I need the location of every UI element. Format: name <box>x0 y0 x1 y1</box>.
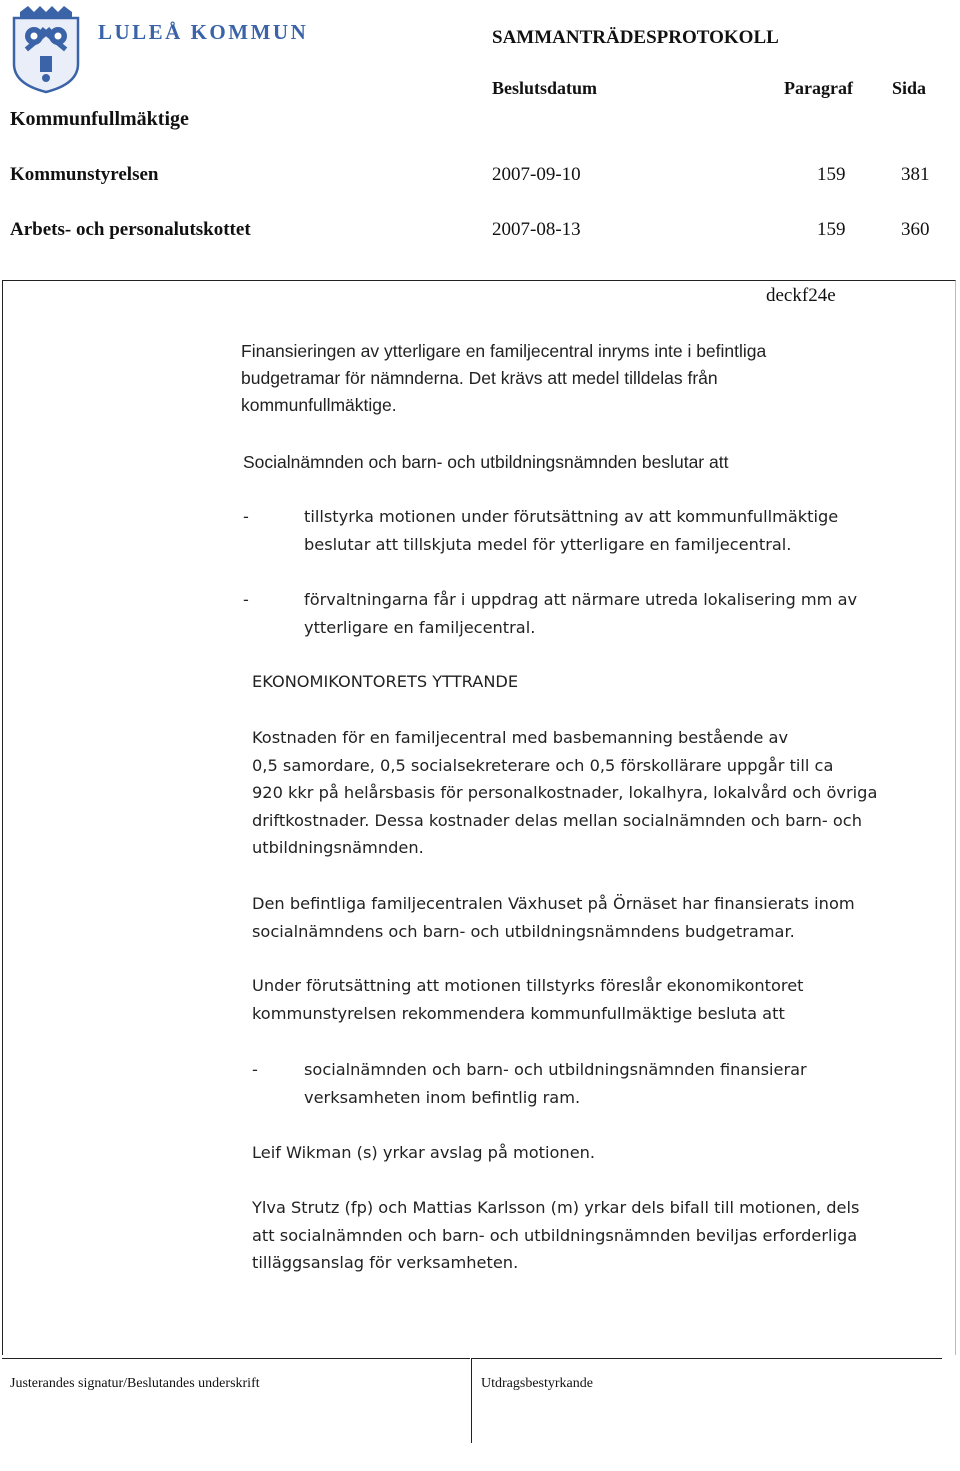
text-line: verksamheten inom befintlig ram. <box>304 1087 581 1107</box>
text-line: kommunfullmäktige. <box>241 395 397 415</box>
column-header-paragraph: Paragraf <box>784 78 853 98</box>
row-org: Arbets- och personalutskottet <box>10 219 251 240</box>
column-header-page: Sida <box>892 78 927 98</box>
bullet-item <box>304 1056 807 1111</box>
text-line: förvaltningarna får i uppdrag att närmare utreda lokalisering mm av <box>304 590 858 609</box>
text-line: att socialnämnden och barn- och utbildningsnämnden beviljas erforderliga <box>252 1225 858 1245</box>
footer-divider <box>2 1358 470 1359</box>
row-org: Kommunstyrelsen <box>10 164 159 185</box>
row-paragraph: 159 <box>817 219 846 240</box>
column-header-date: Beslutsdatum <box>492 78 598 98</box>
text-line: beslutar att tillskjuta medel för ytterligare en familjecentral. <box>304 534 792 554</box>
paragraph-financing <box>241 338 766 419</box>
text-line: socialnämndens och barn- och utbildningsnämndens budgetramar. <box>252 921 795 941</box>
row-date: 2007-08-13 <box>492 219 581 240</box>
text-line: Ylva Strutz (fp) och Mattias Karlsson (m) yrkar dels bifall till motionen, dels <box>252 1198 860 1217</box>
row-date: 2007-09-10 <box>492 164 581 185</box>
row-page: 381 <box>901 164 930 185</box>
paragraph-recommendation <box>252 972 804 1027</box>
paragraph-motion-support <box>252 1194 859 1277</box>
text-line: budgetramar för nämnderna. Det krävs att medel tilldelas från <box>241 368 718 388</box>
text-line: driftkostnader. Dessa kostnader delas mellan socialnämnden och barn- och <box>252 810 862 830</box>
bullet-dash: - <box>252 1060 258 1079</box>
excerpt-label: Utdragsbestyrkande <box>481 1376 593 1391</box>
text-line: utbildningsnämnden. <box>252 838 424 857</box>
footer-separator <box>471 1358 472 1443</box>
text-line: Kostnaden för en familjecentral med basbemanning bestående av <box>252 728 789 747</box>
council-name: Kommunfullmäktige <box>10 108 189 130</box>
text-line: Under förutsättning att motionen tillstyrks föreslår ekonomikontoret <box>252 976 804 995</box>
text-line: 920 kkr på helårsbasis för personalkostnader, lokalhyra, lokalvård och övriga <box>252 783 878 802</box>
org-name: LULEÅ KOMMUN <box>98 20 309 44</box>
paragraph-motion-rejection: Leif Wikman (s) yrkar avslag på motionen. <box>252 1143 596 1162</box>
bullet-dash: - <box>243 507 249 526</box>
text-line: Den befintliga familjecentralen Växhuset på Örnäset har finansierats inom <box>252 894 855 913</box>
paragraph-existing-centre <box>252 890 855 945</box>
paragraph-cost <box>252 724 877 862</box>
text-line: ytterligare en familjecentral. <box>304 617 536 637</box>
paragraph-decision: Socialnämnden och barn- och utbildningsnämnden beslutar att <box>243 452 729 472</box>
reference-code: deckf24e <box>766 285 836 306</box>
text-line: tilläggsanslag för verksamheten. <box>252 1253 519 1272</box>
bullet-dash: - <box>243 590 249 609</box>
text-line: tillstyrka motionen under förutsättning av att kommunfullmäktige <box>304 507 839 526</box>
text-line: 0,5 samordare, 0,5 socialsekreterare och 0,5 förskollärare uppgår till ca <box>252 755 834 775</box>
bullet-item <box>304 586 857 641</box>
text-line: kommunstyrelsen rekommendera kommunfullmäktige besluta att <box>252 1003 785 1023</box>
signature-label: Justerandes signatur/Beslutandes underskrift <box>10 1376 260 1391</box>
text-line: socialnämnden och barn- och utbildningsnämnden finansierar <box>304 1060 807 1079</box>
bullet-item <box>304 503 838 558</box>
text-line: Finansieringen av ytterligare en familjecentral inryms inte i befintliga <box>241 341 767 361</box>
document-type: SAMMANTRÄDESPROTOKOLL <box>492 27 779 48</box>
section-heading: EKONOMIKONTORETS YTTRANDE <box>252 672 519 691</box>
row-page: 360 <box>901 219 930 240</box>
lulea-crest-icon <box>10 4 82 94</box>
footer-divider <box>472 1358 942 1359</box>
row-paragraph: 159 <box>817 164 846 185</box>
